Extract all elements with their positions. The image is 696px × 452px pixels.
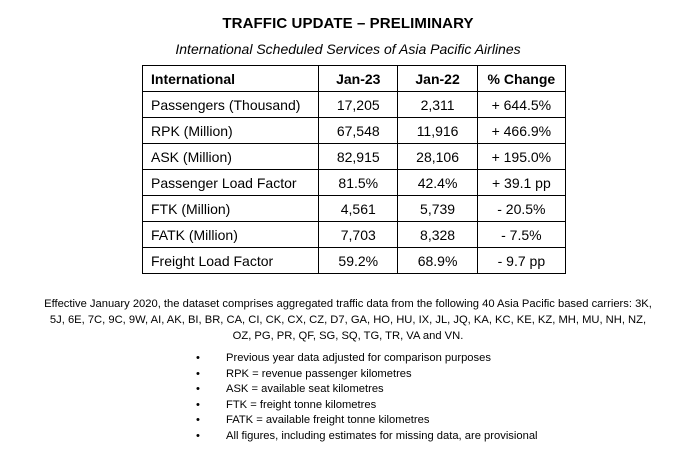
list-item	[196, 382, 538, 398]
list-item-text: ASK = available seat kilometres	[226, 383, 384, 396]
table-row	[143, 118, 566, 144]
note-line: 5J, 6E, 7C, 9C, 9W, AI, AK, BI, BR, CA, CI, CK, CX, CZ, D7, GA, HO, HU, IX, JL, JQ, KA, KC, KE, KZ, MH, MU, NH, NZ,	[49, 314, 647, 326]
list-item-text: FTK = freight tonne kilometres	[226, 398, 377, 411]
jan-23-value: 7,703	[319, 222, 398, 248]
definitions-list	[196, 351, 538, 445]
table-row	[143, 144, 566, 170]
table-header-row	[143, 66, 566, 92]
change-value: - 7.5%	[477, 222, 565, 248]
list-item-text: Previous year data adjusted for comparison purposes	[226, 352, 491, 364]
list-item-text: All figures, including estimates for missing data, are provisional	[226, 429, 538, 442]
jan-22-value: 8,328	[398, 222, 477, 248]
jan-23-value: 82,915	[319, 144, 398, 170]
jan-23-value: 17,205	[319, 92, 398, 118]
jan-22-value: 28,106	[398, 144, 477, 170]
column-header-jan-22: Jan-22	[398, 66, 477, 92]
bullet-icon: •	[196, 383, 200, 396]
bullet-icon: •	[196, 429, 200, 442]
page-title: TRAFFIC UPDATE – PRELIMINARY	[222, 15, 474, 32]
jan-22-value: 2,311	[398, 92, 477, 118]
column-header-percent-change: % Change	[477, 66, 565, 92]
change-value: + 195.0%	[477, 144, 565, 170]
traffic-table	[142, 65, 566, 274]
column-header-international: International	[143, 66, 319, 92]
jan-23-value: 81.5%	[319, 170, 398, 196]
list-item	[196, 413, 538, 429]
list-item	[196, 351, 538, 367]
row-label: Passengers (Thousand)	[143, 92, 319, 118]
jan-22-value: 68.9%	[398, 248, 477, 274]
row-label: Passenger Load Factor	[143, 170, 319, 196]
list-item-text: RPK = revenue passenger kilometres	[226, 367, 412, 380]
page-subtitle: International Scheduled Services of Asia Pacific Airlines	[175, 41, 521, 57]
row-label: FTK (Million)	[143, 196, 319, 222]
change-value: + 39.1 pp	[477, 170, 565, 196]
list-item	[196, 367, 538, 383]
bullet-icon: •	[196, 367, 200, 380]
table-row	[143, 222, 566, 248]
jan-22-value: 5,739	[398, 196, 477, 222]
row-label: RPK (Million)	[143, 118, 319, 144]
list-item	[196, 429, 538, 445]
row-label: FATK (Million)	[143, 222, 319, 248]
jan-23-value: 59.2%	[319, 248, 398, 274]
note-line: Effective January 2020, the dataset comprises aggregated traffic data from the following 40 Asia Pacific based carriers: 3K,	[44, 298, 652, 310]
row-label: ASK (Million)	[143, 144, 319, 170]
bullet-icon: •	[196, 414, 200, 427]
jan-23-value: 4,561	[319, 196, 398, 222]
carrier-note	[30, 296, 666, 344]
note-line: OZ, PG, PR, QF, SG, SQ, TG, TR, VA and VN.	[232, 330, 464, 342]
list-item-text: FATK = available freight tonne kilometres	[226, 414, 430, 427]
jan-22-value: 42.4%	[398, 170, 477, 196]
change-value: - 20.5%	[477, 196, 565, 222]
table-row	[143, 92, 566, 118]
table-row	[143, 170, 566, 196]
column-header-jan-23: Jan-23	[319, 66, 398, 92]
change-value: + 466.9%	[477, 118, 565, 144]
bullet-icon: •	[196, 352, 200, 364]
bullet-icon: •	[196, 398, 200, 411]
jan-23-value: 67,548	[319, 118, 398, 144]
change-value: + 644.5%	[477, 92, 565, 118]
change-value: - 9.7 pp	[477, 248, 565, 274]
table-row	[143, 196, 566, 222]
row-label: Freight Load Factor	[143, 248, 319, 274]
list-item	[196, 398, 538, 414]
jan-22-value: 11,916	[398, 118, 477, 144]
table-row	[143, 248, 566, 274]
